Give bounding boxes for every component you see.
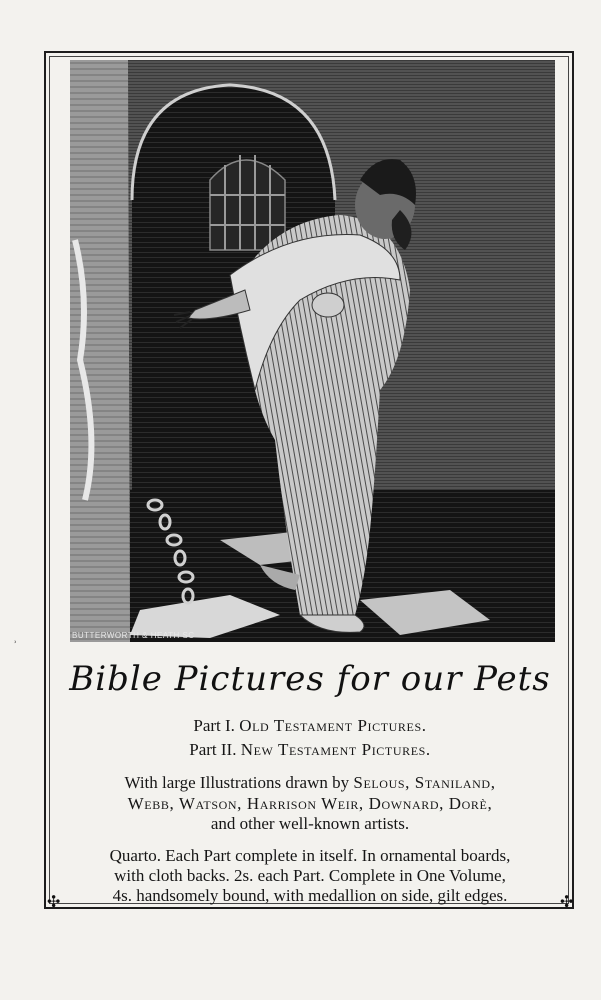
- part-one-line: [48, 716, 572, 736]
- part-two-name: New Testament Pictures.: [240, 740, 431, 759]
- corner-ornament-left-icon: ✣: [47, 892, 61, 911]
- prison-scene-image: [70, 60, 555, 642]
- illustrators-line-1: [48, 773, 572, 793]
- part-one-name: Old Testament Pictures.: [239, 716, 427, 735]
- part-two-label: Part II.: [189, 740, 237, 759]
- part-two-line: [48, 740, 572, 760]
- details-line-1: Quarto. Each Part complete in itself. In ornamental boards,: [109, 846, 511, 865]
- details-line-3: 4s. handsomely bound, with medallion on side, gilt edges.: [112, 886, 508, 905]
- engraver-credit: BUTTERWORTH & HEATH SC: [72, 631, 195, 640]
- details-line-2: with cloth backs. 2s. each Part. Complete in One Volume,: [114, 866, 506, 885]
- book-title: Bible Pictures for our Pets: [69, 659, 551, 699]
- engraving-illustration: [70, 60, 555, 642]
- corner-ornament-right-icon: ✣: [560, 892, 574, 911]
- illustrators-names-2: Webb, Watson, Harrison Weir, Downard, Dorè,: [127, 794, 493, 813]
- part-one-label: Part I.: [193, 716, 235, 735]
- illustrators-names-1: Selous, Staniland,: [353, 773, 496, 792]
- illustrators-line-3: and other well-known artists.: [210, 814, 410, 833]
- margin-mark: ʾ: [14, 640, 18, 651]
- illustrators-intro: With large Illustrations drawn by: [124, 773, 350, 792]
